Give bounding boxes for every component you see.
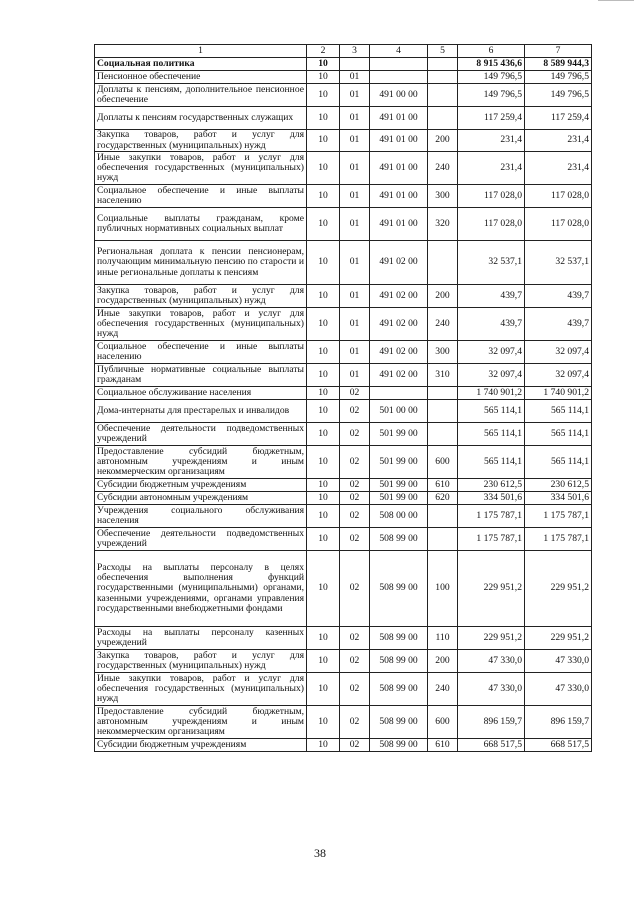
target-item-cell: 491 01 00	[370, 130, 428, 152]
subsection-code-cell: 01	[340, 185, 370, 208]
target-item-cell: 508 99 00	[370, 528, 428, 551]
amount-cell: 229 951,2	[525, 551, 592, 627]
subsection-code-cell: 02	[340, 387, 370, 400]
target-item-cell: 501 99 00	[370, 492, 428, 505]
expense-type-cell	[428, 387, 458, 400]
amount-cell: 117 259,4	[525, 107, 592, 130]
row-name-cell: Обеспечение деятельности подведомственных учреждений	[95, 423, 307, 446]
target-item-cell: 491 02 00	[370, 364, 428, 387]
target-item-cell: 491 01 00	[370, 107, 428, 130]
expense-type-cell	[428, 107, 458, 130]
amount-cell: 1 740 901,2	[525, 387, 592, 400]
amount-cell: 149 796,5	[525, 84, 592, 107]
row-name-cell: Иные закупки товаров, работ и услуг для обеспечения государственных (муниципальных) нужд	[95, 152, 307, 185]
amount-cell: 565 114,1	[458, 400, 525, 423]
table-row	[95, 285, 592, 308]
subsection-code-cell: 01	[340, 84, 370, 107]
subsection-code-cell: 01	[340, 208, 370, 241]
subsection-code-cell: 02	[340, 446, 370, 479]
amount-cell: 565 114,1	[458, 423, 525, 446]
table-row	[95, 58, 592, 71]
expense-type-cell: 100	[428, 551, 458, 627]
amount-cell: 334 501,6	[525, 492, 592, 505]
section-code-cell: 10	[307, 241, 340, 285]
amount-cell: 668 517,5	[458, 739, 525, 752]
subsection-code-cell: 02	[340, 423, 370, 446]
amount-cell: 47 330,0	[458, 673, 525, 706]
expense-type-cell	[428, 71, 458, 84]
table-row	[95, 185, 592, 208]
target-item-cell: 491 01 00	[370, 152, 428, 185]
subsection-code-cell	[340, 58, 370, 71]
amount-cell: 1 175 787,1	[525, 528, 592, 551]
amount-cell: 1 740 901,2	[458, 387, 525, 400]
row-name-cell: Публичные нормативные социальные выплаты гражданам	[95, 364, 307, 387]
section-code-cell: 10	[307, 208, 340, 241]
subsection-code-cell: 01	[340, 130, 370, 152]
amount-cell: 117 259,4	[458, 107, 525, 130]
expense-type-cell	[428, 241, 458, 285]
subsection-code-cell: 02	[340, 479, 370, 492]
row-name-cell: Предоставление субсидий бюджетным, автономным учреждениям и иным некоммерческим организациям	[95, 446, 307, 479]
row-name-cell: Учреждения социального обслуживания населения	[95, 505, 307, 528]
amount-cell: 32 097,4	[525, 364, 592, 387]
header-cell: 2	[307, 45, 340, 58]
subsection-code-cell: 02	[340, 551, 370, 627]
section-code-cell: 10	[307, 479, 340, 492]
section-code-cell: 10	[307, 84, 340, 107]
corner-mark	[598, 0, 634, 1]
section-code-cell: 10	[307, 650, 340, 673]
amount-cell: 149 796,5	[525, 71, 592, 84]
expense-type-cell: 240	[428, 308, 458, 341]
amount-cell: 32 097,4	[525, 341, 592, 364]
amount-cell: 230 612,5	[525, 479, 592, 492]
row-name-cell: Закупка товаров, работ и услуг для государственных (муниципальных) нужд	[95, 650, 307, 673]
subsection-code-cell: 02	[340, 739, 370, 752]
table-row	[95, 84, 592, 107]
section-code-cell: 10	[307, 528, 340, 551]
subsection-code-cell: 01	[340, 341, 370, 364]
amount-cell: 149 796,5	[458, 71, 525, 84]
table-row	[95, 706, 592, 739]
target-item-cell	[370, 387, 428, 400]
amount-cell: 229 951,2	[525, 627, 592, 650]
amount-cell: 1 175 787,1	[458, 528, 525, 551]
section-code-cell: 10	[307, 364, 340, 387]
section-code-cell: 10	[307, 308, 340, 341]
row-name-cell: Предоставление субсидий бюджетным, автономным учреждениям и иным некоммерческим организациям	[95, 706, 307, 739]
subsection-code-cell: 02	[340, 528, 370, 551]
row-name-cell: Субсидии бюджетным учреждениям	[95, 479, 307, 492]
subsection-code-cell: 02	[340, 650, 370, 673]
table-row	[95, 505, 592, 528]
table-row	[95, 423, 592, 446]
row-name-cell: Иные закупки товаров, работ и услуг для обеспечения государственных (муниципальных) нужд	[95, 308, 307, 341]
target-item-cell: 491 01 00	[370, 208, 428, 241]
target-item-cell: 508 00 00	[370, 505, 428, 528]
amount-cell: 32 537,1	[458, 241, 525, 285]
expense-type-cell: 240	[428, 673, 458, 706]
expense-type-cell: 610	[428, 739, 458, 752]
table-row	[95, 308, 592, 341]
subsection-code-cell: 01	[340, 364, 370, 387]
amount-cell: 117 028,0	[458, 185, 525, 208]
row-name-cell: Субсидии автономным учреждениям	[95, 492, 307, 505]
section-code-cell: 10	[307, 505, 340, 528]
amount-cell: 439,7	[525, 308, 592, 341]
amount-cell: 47 330,0	[525, 673, 592, 706]
header-cell: 1	[95, 45, 307, 58]
expense-type-cell: 600	[428, 446, 458, 479]
row-name-cell: Социальные выплаты гражданам, кроме публичных нормативных социальных выплат	[95, 208, 307, 241]
row-name-cell: Расходы на выплаты персоналу казенных учреждений	[95, 627, 307, 650]
header-cell: 7	[525, 45, 592, 58]
row-name-cell: Доплаты к пенсиям государственных служащих	[95, 107, 307, 130]
subsection-code-cell: 01	[340, 71, 370, 84]
amount-cell: 565 114,1	[458, 446, 525, 479]
subsection-code-cell: 02	[340, 505, 370, 528]
amount-cell: 231,4	[525, 130, 592, 152]
section-code-cell: 10	[307, 285, 340, 308]
section-code-cell: 10	[307, 446, 340, 479]
expense-type-cell: 610	[428, 479, 458, 492]
expense-type-cell: 320	[428, 208, 458, 241]
section-code-cell: 10	[307, 387, 340, 400]
amount-cell: 231,4	[525, 152, 592, 185]
target-item-cell: 508 99 00	[370, 706, 428, 739]
row-name-cell: Закупка товаров, работ и услуг для государственных (муниципальных) нужд	[95, 130, 307, 152]
table-row	[95, 341, 592, 364]
row-name-cell: Пенсионное обеспечение	[95, 71, 307, 84]
amount-cell: 1 175 787,1	[458, 505, 525, 528]
section-code-cell: 10	[307, 130, 340, 152]
amount-cell: 32 537,1	[525, 241, 592, 285]
amount-cell: 230 612,5	[458, 479, 525, 492]
expense-type-cell	[428, 58, 458, 71]
table-row	[95, 208, 592, 241]
amount-cell: 231,4	[458, 152, 525, 185]
table-row	[95, 673, 592, 706]
table-row	[95, 551, 592, 627]
target-item-cell: 508 99 00	[370, 551, 428, 627]
amount-cell: 117 028,0	[525, 208, 592, 241]
header-cell: 3	[340, 45, 370, 58]
section-code-cell: 10	[307, 627, 340, 650]
amount-cell: 231,4	[458, 130, 525, 152]
table-row	[95, 492, 592, 505]
row-name-cell: Иные закупки товаров, работ и услуг для обеспечения государственных (муниципальных) нужд	[95, 673, 307, 706]
subsection-code-cell: 02	[340, 492, 370, 505]
target-item-cell: 501 00 00	[370, 400, 428, 423]
table-row	[95, 627, 592, 650]
row-name-cell: Закупка товаров, работ и услуг для государственных (муниципальных) нужд	[95, 285, 307, 308]
amount-cell: 334 501,6	[458, 492, 525, 505]
section-code-cell: 10	[307, 185, 340, 208]
amount-cell: 8 589 944,3	[525, 58, 592, 71]
amount-cell: 565 114,1	[525, 423, 592, 446]
section-code-cell: 10	[307, 152, 340, 185]
amount-cell: 668 517,5	[525, 739, 592, 752]
subsection-code-cell: 02	[340, 706, 370, 739]
section-code-cell: 10	[307, 400, 340, 423]
amount-cell: 229 951,2	[458, 551, 525, 627]
target-item-cell: 501 99 00	[370, 479, 428, 492]
section-code-cell: 10	[307, 673, 340, 706]
header-cell: 5	[428, 45, 458, 58]
amount-cell: 32 097,4	[458, 364, 525, 387]
amount-cell: 565 114,1	[525, 400, 592, 423]
amount-cell: 149 796,5	[458, 84, 525, 107]
table-row	[95, 152, 592, 185]
section-code-cell: 10	[307, 739, 340, 752]
subsection-code-cell: 02	[340, 400, 370, 423]
section-code-cell: 10	[307, 341, 340, 364]
target-item-cell: 491 00 00	[370, 84, 428, 107]
row-name-cell: Доплаты к пенсиям, дополнительное пенсионное обеспечение	[95, 84, 307, 107]
amount-cell: 229 951,2	[458, 627, 525, 650]
amount-cell: 47 330,0	[525, 650, 592, 673]
row-name-cell: Субсидии бюджетным учреждениям	[95, 739, 307, 752]
amount-cell: 896 159,7	[525, 706, 592, 739]
subsection-code-cell: 01	[340, 152, 370, 185]
expense-type-cell: 240	[428, 152, 458, 185]
row-name-cell: Расходы на выплаты персоналу в целях обеспечения выполнения функций государственными (муниципальными) органами, казенными учреждениями, органами управления государственными внебюджетными фондами	[95, 551, 307, 627]
expense-type-cell: 600	[428, 706, 458, 739]
target-item-cell: 501 99 00	[370, 423, 428, 446]
amount-cell: 32 097,4	[458, 341, 525, 364]
table-row	[95, 364, 592, 387]
row-name-cell: Дома-интернаты для престарелых и инвалидов	[95, 400, 307, 423]
expense-type-cell: 310	[428, 364, 458, 387]
amount-cell: 896 159,7	[458, 706, 525, 739]
row-name-cell: Социальное обеспечение и иные выплаты населению	[95, 341, 307, 364]
table-row	[95, 387, 592, 400]
table-row	[95, 528, 592, 551]
expense-type-cell: 620	[428, 492, 458, 505]
budget-table	[94, 44, 592, 752]
amount-cell: 8 915 436,6	[458, 58, 525, 71]
amount-cell: 117 028,0	[458, 208, 525, 241]
subsection-code-cell: 02	[340, 673, 370, 706]
table-row	[95, 739, 592, 752]
table-row	[95, 446, 592, 479]
expense-type-cell: 110	[428, 627, 458, 650]
table-row	[95, 71, 592, 84]
target-item-cell: 501 99 00	[370, 446, 428, 479]
expense-type-cell	[428, 84, 458, 107]
amount-cell: 439,7	[458, 285, 525, 308]
subsection-code-cell: 01	[340, 308, 370, 341]
header-cell: 4	[370, 45, 428, 58]
target-item-cell: 508 99 00	[370, 650, 428, 673]
amount-cell: 47 330,0	[458, 650, 525, 673]
expense-type-cell: 200	[428, 285, 458, 308]
table-row	[95, 241, 592, 285]
table-row	[95, 400, 592, 423]
subsection-code-cell: 02	[340, 627, 370, 650]
section-code-cell: 10	[307, 492, 340, 505]
header-row	[95, 45, 592, 58]
row-name-cell: Социальное обслуживание населения	[95, 387, 307, 400]
expense-type-cell: 300	[428, 185, 458, 208]
amount-cell: 439,7	[458, 308, 525, 341]
target-item-cell: 491 02 00	[370, 341, 428, 364]
table-row	[95, 130, 592, 152]
header-cell: 6	[458, 45, 525, 58]
subsection-code-cell: 01	[340, 285, 370, 308]
subsection-code-cell: 01	[340, 241, 370, 285]
row-name-cell: Обеспечение деятельности подведомственных учреждений	[95, 528, 307, 551]
target-item-cell	[370, 71, 428, 84]
subsection-code-cell: 01	[340, 107, 370, 130]
amount-cell: 439,7	[525, 285, 592, 308]
expense-type-cell: 300	[428, 341, 458, 364]
row-name-cell: Социальное обеспечение и иные выплаты населению	[95, 185, 307, 208]
section-code-cell: 10	[307, 107, 340, 130]
amount-cell: 117 028,0	[525, 185, 592, 208]
section-code-cell: 10	[307, 551, 340, 627]
table-row	[95, 479, 592, 492]
section-code-cell: 10	[307, 706, 340, 739]
expense-type-cell	[428, 528, 458, 551]
expense-type-cell: 200	[428, 650, 458, 673]
section-code-cell: 10	[307, 71, 340, 84]
section-code-cell: 10	[307, 423, 340, 446]
amount-cell: 1 175 787,1	[525, 505, 592, 528]
expense-type-cell	[428, 400, 458, 423]
target-item-cell: 491 02 00	[370, 241, 428, 285]
expense-type-cell: 200	[428, 130, 458, 152]
expense-type-cell	[428, 423, 458, 446]
expense-type-cell	[428, 505, 458, 528]
amount-cell: 565 114,1	[525, 446, 592, 479]
page-number: 38	[314, 846, 326, 860]
target-item-cell: 491 02 00	[370, 308, 428, 341]
section-code-cell: 10	[307, 58, 340, 71]
target-item-cell: 508 99 00	[370, 739, 428, 752]
row-name-cell: Региональная доплата к пенсии пенсионерам, получающим минимальную пенсию по старости и иные региональные доплаты к пенсиям	[95, 241, 307, 285]
table-row	[95, 107, 592, 130]
target-item-cell: 508 99 00	[370, 673, 428, 706]
target-item-cell: 491 01 00	[370, 185, 428, 208]
row-name-cell: Социальная политика	[95, 58, 307, 71]
target-item-cell: 508 99 00	[370, 627, 428, 650]
target-item-cell	[370, 58, 428, 71]
table-row	[95, 650, 592, 673]
target-item-cell: 491 02 00	[370, 285, 428, 308]
